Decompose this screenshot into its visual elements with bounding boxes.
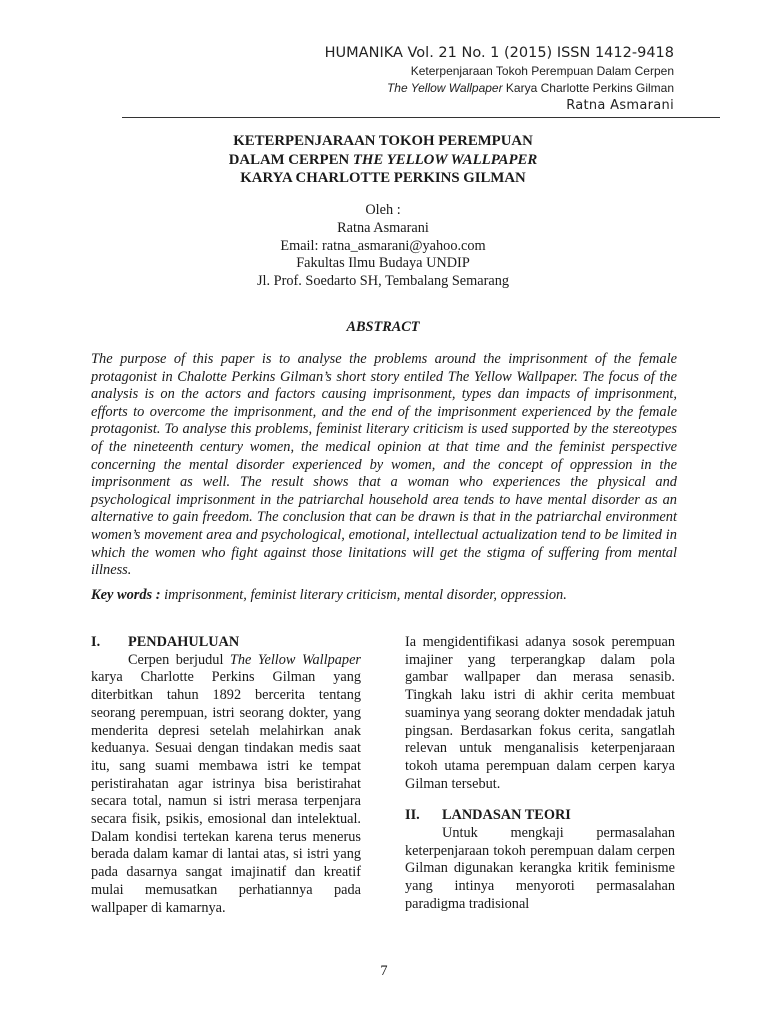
title-line2 [92,151,674,170]
running-title-line2 [325,80,674,97]
section1-title: PENDAHULUAN [128,634,240,650]
paper-title [92,132,674,188]
title-line3: KARYA CHARLOTTE PERKINS GILMAN [240,170,526,186]
title-line2-italic: THE YELLOW WALLPAPER [352,151,538,168]
keywords-label: Key words : [91,587,161,603]
section1-heading [91,634,361,652]
oleh-label: Oleh : [365,202,401,218]
running-title-line1: Keterpenjaraan Tokoh Perempuan Dalam Cerpen [410,64,674,78]
left-column [91,634,361,917]
author-block [92,202,674,291]
abstract-text: The purpose of this paper is to analyse the problems around the imprisonment of the female protagonist in Chalotte Perkins Gilman’s short story entiled The Yellow Wallpaper. The focus of the analysis is on the actors and factors causing imprisonment, types dan impacts of imprisonment, efforts to overcome the imprisonment, and the end of the imprisonment experienced by the female protagonist. To analyse this problems, feminist literary criticism is used supported by the stereotypes of the nineteenth century women, the medical opinion at that time and the feminist perspective concerning the mental disorder experienced by women, and the concept of oppression in the imprisonment as well. The result shows that a woman who experiences the physical and psychological imprisonment in the patriarchal household area tends to have mental disorder as an alternative to gain freedom. The conclusion that can be drawn is that in the patriarchal environment women’s movement area and psychological, emotional, intellectual actualization tend to be limited in which the women who fight against those linitations will get the stigma of suffering from mental illness. [91,351,677,579]
section2-heading [405,807,675,825]
header-rule [122,117,720,118]
section2-number: II. [405,807,420,824]
author-faculty: Fakultas Ilmu Budaya UNDIP [296,255,470,272]
author-address: Jl. Prof. Soedarto SH, Tembalang Semarang [256,273,510,290]
section1-paragraph2: Ia mengidentifikasi adanya sosok perempuan imajiner yang terperangkap dalam pola gambar wallpaper dan merasa senasib. Tingkah laku istri di akhir cerita membuat suaminya yang seorang dokter mendadak jatuh pingsan. Berdasarkan fokus cerita, sangatlah relevan untuk menganalisis keterpenjaraan tokoh utama perempuan dalam cerpen karya Gilman tersebut. [405,634,675,792]
section1-p1-rest: karya Charlotte Perkins Gilman yang diterbitkan tahun 1892 bercerita tentang seorang perempuan, istri seorang dokter, yang menderita depresi setelah melahirkan anak keduanya. Sesuai dengan tindakan medis saat itu, sang suami membawa istri ke tempat peristirahatan agar istrinya bisa beristirahat secara total, namun si istri merasa terpenjara secara fisik, psikis, emosional dan intelektual. Dalam kondisi tertekan karena terus menerus berada dalam kamar di lantai atas, si istri yang pada dasarnya sangat imajinatif dan kreatif mulai memusatkan perhatiannya pada wallpaper di kamarnya. [91,669,361,916]
keywords-list: imprisonment, feminist literary criticism, mental disorder, oppression. [160,587,567,603]
title-line1: KETERPENJARAAN TOKOH PEREMPUAN [233,133,533,149]
right-column [405,634,675,914]
running-author: Ratna Asmarani [566,98,674,113]
section1-p1-start: Cerpen berjudul [128,651,230,668]
section-gap [405,793,675,807]
journal-info: HUMANIKA Vol. 21 No. 1 (2015) ISSN 1412-9418 [324,45,674,61]
running-title-rest: Karya Charlotte Perkins Gilman [502,81,674,95]
running-header [325,44,674,114]
author-name: Ratna Asmarani [337,219,429,236]
keywords [91,586,677,604]
page-number: 7 [380,963,388,979]
section1-p1-italic: The Yellow Wallpaper [229,651,361,668]
section1-paragraph1 [91,652,361,918]
section2-paragraph1: Untuk mengkaji permasalahan keterpenjaraan tokoh perempuan dalam cerpen Gilman digunakan kerangka kritik feminisme yang intinya menyoroti permasalahan paradigma tradisional [405,825,675,912]
running-title-italic: The Yellow Wallpaper [386,81,503,95]
abstract-heading: ABSTRACT [346,319,420,335]
title-line2-prefix: DALAM CERPEN [228,151,353,168]
author-email: Email: ratna_asmarani@yahoo.com [280,237,486,254]
section1-number: I. [91,634,101,650]
section2-title: LANDASAN TEORI [442,807,571,824]
